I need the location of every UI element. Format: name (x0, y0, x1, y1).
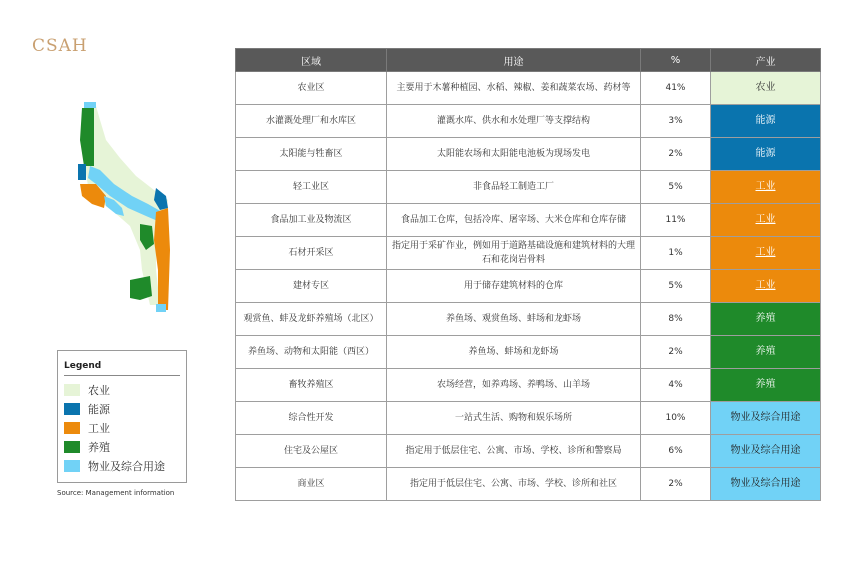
map-zone-aquaculture-south (130, 276, 152, 300)
legend-label: 养殖 (88, 440, 110, 454)
header-use: 用途 (387, 49, 641, 72)
header-zone: 区域 (236, 49, 387, 72)
legend-swatch (64, 403, 80, 415)
zone-cell: 商业区 (236, 468, 387, 501)
zone-cell: 轻工业区 (236, 171, 387, 204)
industry-cell: 养殖 (711, 369, 821, 402)
legend-item-agri (58, 380, 186, 399)
legend-item-property (58, 456, 186, 475)
use-cell: 养鱼场、观赏鱼场、蚌场和龙虾场 (387, 303, 641, 336)
legend-label: 农业 (88, 383, 110, 397)
table-row (236, 270, 821, 303)
percent-cell: 4% (641, 369, 711, 402)
zone-cell: 养鱼场、动物和太阳能（西区） (236, 336, 387, 369)
zone-cell: 住宅及公屋区 (236, 435, 387, 468)
industry-cell: 工业 (711, 171, 821, 204)
legend-item-aquaculture (58, 437, 186, 456)
percent-cell: 6% (641, 435, 711, 468)
industry-cell: 工业 (711, 204, 821, 237)
table-row (236, 171, 821, 204)
table-body (236, 72, 821, 501)
table-row (236, 303, 821, 336)
industry-cell: 能源 (711, 105, 821, 138)
legend-swatch (64, 441, 80, 453)
table-row (236, 369, 821, 402)
use-cell: 指定用于低层住宅、公寓、市场、学校、诊所和警察局 (387, 435, 641, 468)
legend-divider (64, 375, 180, 376)
industry-cell: 物业及综合用途 (711, 468, 821, 501)
table-row (236, 237, 821, 270)
percent-cell: 2% (641, 138, 711, 171)
header-industry: 产业 (711, 49, 821, 72)
legend-box (57, 350, 187, 483)
industry-cell: 养殖 (711, 303, 821, 336)
table-row (236, 435, 821, 468)
zone-cell: 食品加工业及物流区 (236, 204, 387, 237)
industry-cell: 工业 (711, 237, 821, 270)
zone-cell: 畜牧养殖区 (236, 369, 387, 402)
industry-cell: 物业及综合用途 (711, 402, 821, 435)
legend-swatch (64, 422, 80, 434)
zone-cell: 观赏鱼、蚌及龙虾养殖场（北区） (236, 303, 387, 336)
industry-cell: 工业 (711, 270, 821, 303)
use-cell: 农场经营，如养鸡场、养鸭场、山羊场 (387, 369, 641, 402)
legend-title: Legend (64, 361, 102, 371)
percent-cell: 10% (641, 402, 711, 435)
industry-cell: 农业 (711, 72, 821, 105)
zone-cell: 建材专区 (236, 270, 387, 303)
percent-cell: 41% (641, 72, 711, 105)
percent-cell: 2% (641, 468, 711, 501)
legend-item-energy (58, 399, 186, 418)
use-cell: 灌溉水库、供水和水处理厂等支撑结构 (387, 105, 641, 138)
table-row (236, 72, 821, 105)
use-cell: 养鱼场、蚌场和龙虾场 (387, 336, 641, 369)
map-zone-property-south (156, 304, 166, 312)
source-note: Source: Management information (57, 489, 175, 497)
percent-cell: 8% (641, 303, 711, 336)
zoning-map (70, 100, 175, 315)
map-zone-property-north (84, 102, 96, 108)
zone-cell: 农业区 (236, 72, 387, 105)
use-cell: 非食品轻工制造工厂 (387, 171, 641, 204)
table-row (236, 402, 821, 435)
use-cell: 食品加工仓库，包括冷库、屠宰场、大米仓库和仓库存储 (387, 204, 641, 237)
legend-swatch (64, 384, 80, 396)
legend-label: 工业 (88, 421, 110, 435)
percent-cell: 5% (641, 270, 711, 303)
zone-cell: 石材开采区 (236, 237, 387, 270)
zone-cell: 综合性开发 (236, 402, 387, 435)
use-cell: 指定用于低层住宅、公寓、市场、学校、诊所和社区 (387, 468, 641, 501)
industry-cell: 物业及综合用途 (711, 435, 821, 468)
map-zone-aquaculture-north (80, 108, 94, 166)
percent-cell: 5% (641, 171, 711, 204)
use-cell: 用于储存建筑材料的仓库 (387, 270, 641, 303)
table-row (236, 138, 821, 171)
percent-cell: 3% (641, 105, 711, 138)
percent-cell: 2% (641, 336, 711, 369)
table-row (236, 336, 821, 369)
use-cell: 指定用于采矿作业，例如用于道路基础设施和建筑材料的大理石和花岗岩骨料 (387, 237, 641, 270)
zone-cell: 水灌溉处理厂和水库区 (236, 105, 387, 138)
industry-cell: 能源 (711, 138, 821, 171)
legend-label: 能源 (88, 402, 110, 416)
zone-cell: 太阳能与牲畜区 (236, 138, 387, 171)
industry-cell: 养殖 (711, 336, 821, 369)
legend-swatch (64, 460, 80, 472)
table-row (236, 468, 821, 501)
use-cell: 主要用于木薯种植园、水稻、辣椒、姜和蔬菜农场、药材等 (387, 72, 641, 105)
header-percent: % (641, 49, 711, 72)
table-row (236, 204, 821, 237)
zoning-table (235, 48, 821, 501)
company-logo: CSAH (32, 36, 88, 56)
use-cell: 一站式生活、购物和娱乐场所 (387, 402, 641, 435)
table-row (236, 105, 821, 138)
percent-cell: 1% (641, 237, 711, 270)
percent-cell: 11% (641, 204, 711, 237)
map-zone-energy-west (78, 164, 86, 180)
legend-label: 物业及综合用途 (88, 459, 165, 473)
legend-item-industry (58, 418, 186, 437)
use-cell: 太阳能农场和太阳能电池板为现场发电 (387, 138, 641, 171)
table-header-row (236, 49, 821, 72)
